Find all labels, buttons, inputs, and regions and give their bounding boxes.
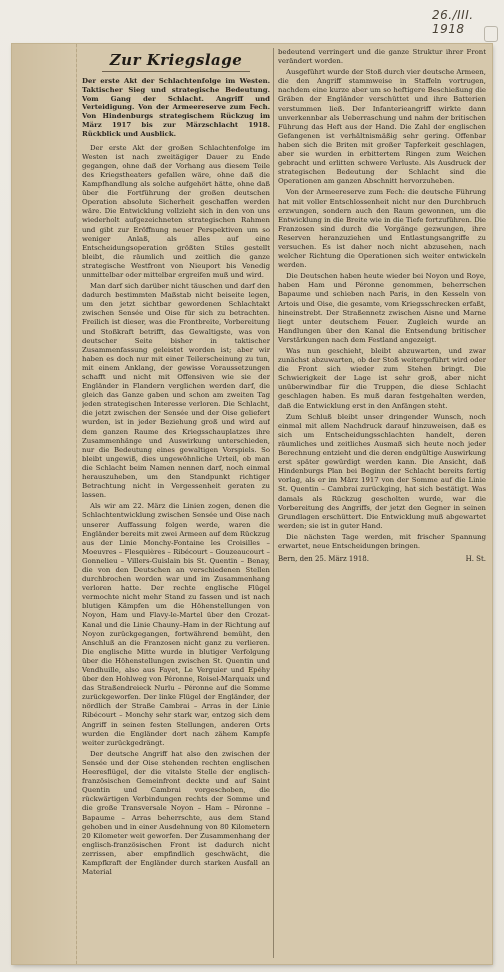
paragraph: Die nächsten Tage werden, mit frischer Spannung erwartet, neue Entscheidungen bringen. bbox=[278, 532, 486, 550]
paragraph: Zum Schluß bleibt unser dringender Wunsch, noch einmal mit allem Nachdruck darauf hinzuweisen, daß es sich um Entscheidungsschlachten handelt, deren räumliches und zeitliches Ausmaß sich heute noch jeder Berechnung entzieht und die deren endgültige Auswirkung erst später gewürdigt werden kann. Die Ansicht, daß Hindenburgs Plan bei Beginn der Schlacht bereits fertig vorlag, als er im März 1917 von der Somme auf die Linie St. Quentin – Cambrai zurückging, hat sich bestätigt. Was damals als Rückzug gescholten wurde, war die Vorbereitung des Angriffs, der jetzt den Gegner in seinen Grundlagen erschüttert. Die Entwicklung muß abgewartet werden; sie ist in guter Hand. bbox=[278, 412, 486, 530]
paragraph: Der erste Akt der großen Schlachtenfolge im Westen ist nach zweitägiger Dauer zu Ende gegangen, ohne daß der Vorhang aus diesem Teile des Kriegstheaters gefallen wäre, ohne daß die Kampfhandlung als solche aufgehört hätte, ohne daß über die Fortführung der großen deutschen Operation absolute Sicherheit geschaffen werden wäre. Die Entwicklung vollzieht sich in den von uns wiederholt aufgezeichneten strategischen Rahmen und gibt zur Eröffnung neuer Perspektiven um so weniger Anlaß, als alles auf eine Entscheidungsoperation größten Stiles gestellt bleibt, die räumlich und zeitlich die ganze strategische Westfront von Nieuport bis Venedig unmittelbar oder mittelbar ergreifen muß und wird. bbox=[82, 143, 270, 279]
article-headline: Zur Kriegslage bbox=[109, 51, 243, 69]
article-column-left bbox=[82, 48, 270, 958]
paragraph: Ausgeführt wurde der Stoß durch vier deutsche Armeen, die den Angriff stammweise in Staffeln vortrugen, nachdem eine kurze aber um so heftigere Beschießung die Gräben der Engländer verschüttet und ihre Batterien verstummen ließ. Der Infanterieangriff wirkte dann unverkennbar als Ueberraschung und nahm der britischen Führung das Heft aus der Hand. Die Zahl der englischen Gefangenen ist verhältnismäßig sehr gering. Offenbar haben sich die Briten mit großer Tapferkeit geschlagen, aber sie wurden in erbittertem Ringen zum Weichen gebracht und erlitten schwere Verluste. Als Ausdruck der strategischen Bedeutung der Schlacht sind die Operationen am ganzen Abschnitt hervorzuheben. bbox=[278, 68, 486, 186]
clipping-margin bbox=[12, 44, 77, 964]
paragraph: Die Deutschen haben heute wieder bei Noyon und Roye, haben Ham und Péronne genommen, beherrschen Bapaume und schieben nach Paris, in den Kesseln von Artois und Oise, die gesamte, vom Kriegsschrecken erfaßt, hineinstrebt. Der Straßennetz zwischen Aisne und Marne liegt unter deutschem Feuer. Zugleich wurde an Handlungen über den Kanal die Entsendung britischer Verstärkungen nach dem Festland angezeigt. bbox=[278, 272, 486, 344]
signoff-initials: H. St. bbox=[465, 555, 486, 564]
column-divider bbox=[273, 48, 274, 958]
paragraph: Der deutsche Angriff hat also den zwischen der Sensée und der Oise stehenden rechten englischen Heeresflügel, der die vitalste Stelle der englisch-französischen Gemeinfront deckte und auf Saint Quentin und Cambrai vorgeschoben, die rückwärtigen Verbindungen rechts der Somme und die große Transversale Noyon – Ham – Péronne – Bapaume – Arras beherrschte, aus dem Stand gehoben und in einer Ausdehnung von 80 Kilometern 20 Kilometer weit geworfen. Der Zusammenhang der englisch-französischen Front ist dadurch nicht zerrissen, aber empfindlich geschwächt, die Kampfkraft der Engländer durch starken Ausfall an Material bbox=[82, 749, 270, 877]
paragraph: Als wir am 22. März die Linien zogen, denen die Schlachtentwicklung zwischen Sensée und Oise nach unserer Auffassung folgen werde, waren die Engländer bereits mit zwei Armeen auf dem Rückzug aus der Linie Monchy-Fontaine les Croisilles – Moeuvres – Flesquières – Ribécourt – Gouzeaucourt – Gonnelieu – Villers-Guislain bis St. Quentin – Benay, die von den Deutschen an verschiedenen Stellen durchbrochen worden war und im Zusammenhang verloren hatte. Der rechte englische Flügel vermochte nicht mehr Stand zu fassen und ist nach blutigen Kämpfen um die Höhenstellungen von Noyon, Ham und Flavy-le-Martel über den Crozat-Kanal und die Linie Chauny–Ham in der Richtung auf Noyon zurückgegangen, fortwährend bemüht, den Anschluß an die Franzosen nicht ganz zu verlieren. Die englische Mitte wurde in blutiger Verfolgung über die Höhenstellungen zwischen St. Quentin und Vendhuille, also aus Fayet, Le Verguier und Epéhy über den Hohlweg von Péronne, Roisel-Marquaix und das Straßendreieck Nurlu – Péronne auf die Somme zurückgeworfen. Der linke Flügel der Engländer, der nördlich der Straße Cambrai – Arras in der Linie Ribécourt – Monchy sehr stark war, entzog sich dem Angriff in seinen festen Stellungen, anderen Orts wurden die Engländer dort nach zähem Kampfe weiter zurückgedrängt. bbox=[82, 502, 270, 747]
paragraph: Was nun geschieht, bleibt abzuwarten, und zwar zunächst abzuwarten, ob der Stoß weitergeführt wird oder die Front sich wieder zum Stehen bringt. Die Schwierigkeit der Lage ist sehr groß, aber nicht unüberwindbar für die Truppen, die diese Schlacht geschlagen haben. Es muß daran festgehalten werden, daß die Entwicklung erst in den Anfängen steht. bbox=[278, 347, 486, 410]
article-column-right bbox=[278, 48, 486, 958]
handwritten-date: 26./III. 1918 bbox=[432, 8, 474, 36]
signoff-place-date: Bern, den 25. März 1918. bbox=[278, 555, 369, 564]
paragraph: bedeutend verringert und die ganze Struktur ihrer Front verändert worden. bbox=[278, 48, 486, 66]
article-subhead: Der erste Akt der Schlachtenfolge im Westen. Taktischer Sieg und strategische Bedeutung. Vom Gang der Schlacht. Angriff und Verteidigung. Von der Armeereserve zum Fech. Von Hindenburgs strategischem Rückzug im März 1917 bis zur Märzschlacht 1918. Rückblick und Ausblick. bbox=[82, 77, 270, 138]
paragraph: Man darf sich darüber nicht täuschen und darf den dadurch bestimmten Maßstab nicht beiseite legen, um den jetzt sichtbar gewordenen Schlachtakt zwischen Sensée und Oise für sich zu betrachten. Freilich ist dieser, was die Frontbreite, Vorbereitung und Stoßkraft betrifft, das Gewaltigste, was von deutscher Seite bisher in taktischer Zusammenfassung geleistet worden ist; aber wir haben es doch nur mit einer Teilerscheinung zu tun, mit einem Anklang, der gewisse Voraussetzungen schafft und nicht mit Offensiven wie sie der Engländer in Flandern verglichen werden darf, die gleich das Ganze gaben und schon am zweiten Tag jeden strategischen Interesse verloren. Die Schlacht, die jetzt zwischen der Sensée und der Oise geliefert wurden, ist in jeder Beziehung groß und wird auf dem ganzen Raume des Kriegsschauplatzes ihre Zusammenhänge und Auswirkung unterschieden, nur die Bedeutung eines gewaltigen Vorspiels. So bleibt ungewiß, dies ungewöhnliche Urteil, ob man die Schlacht beim Namen nennen darf, noch einmal herauszuheben, um den Standpunkt richtiger Betrachtung nicht in Vergessenheit geraten zu lassen. bbox=[82, 282, 270, 500]
headline-rule bbox=[102, 71, 250, 72]
article-signoff bbox=[278, 555, 486, 564]
archive-stamp-icon bbox=[484, 26, 498, 42]
newspaper-clipping bbox=[12, 44, 492, 964]
paragraph: Von der Armeereserve zum Fech: die deutsche Führung hat mit voller Entschlossenheit nicht nur den Durchbruch erzwungen, sondern auch den Raum gewonnen, um die Entwicklung in die Breite wie in die Tiefe fortzuführen. Die Franzosen sind durch die Vorgänge gezwungen, ihre Reserven heranzuziehen und Entlastungsangriffe zu versuchen. Es ist daher noch nicht abzusehen, nach welcher Richtung die Operationen sich weiter entwickeln werden. bbox=[278, 188, 486, 270]
